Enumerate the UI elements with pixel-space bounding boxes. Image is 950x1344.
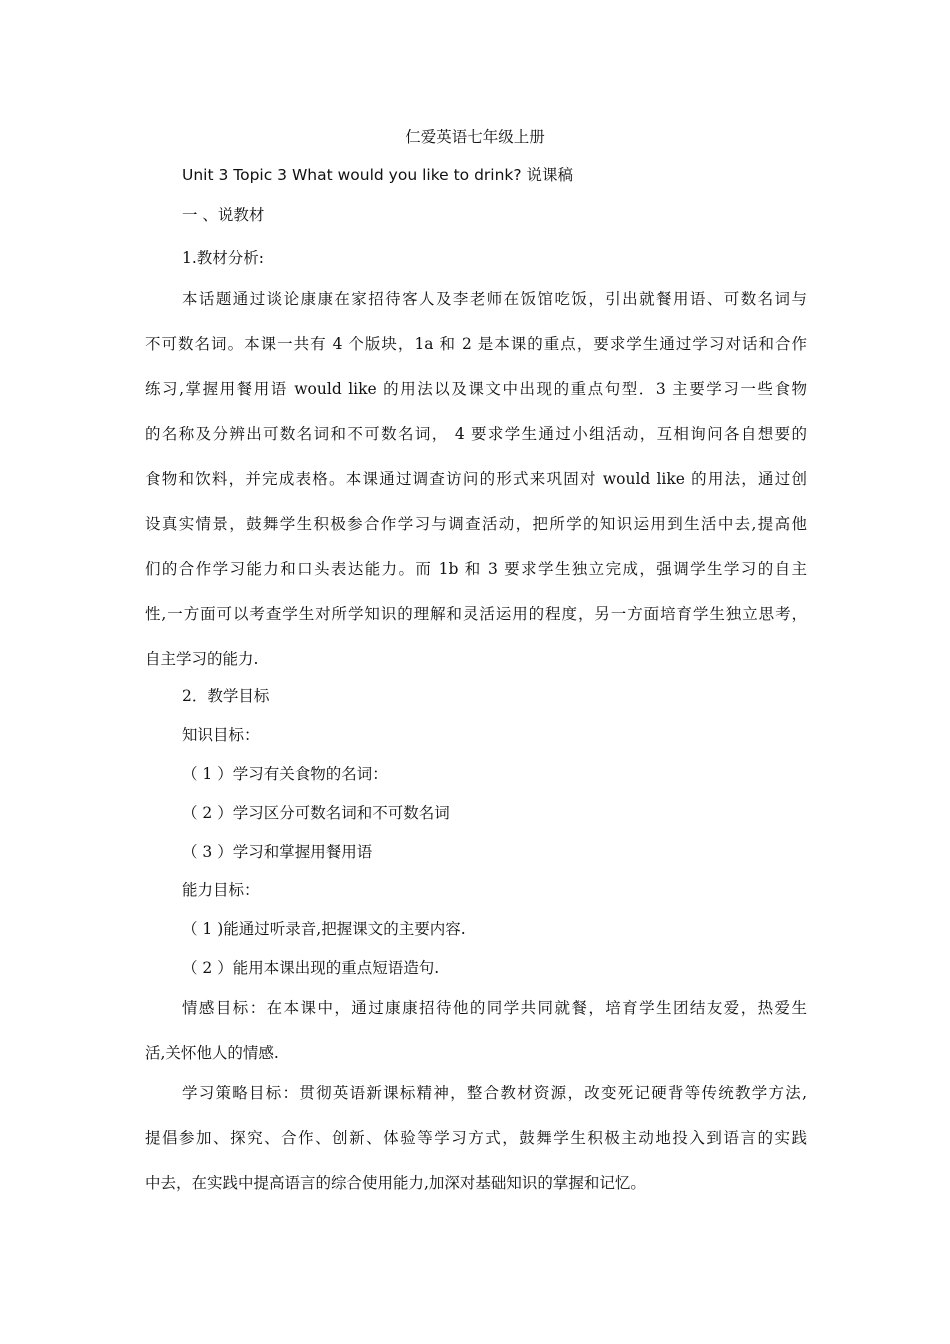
section-heading: 一 、说教材 <box>182 206 265 224</box>
paragraph-line: 活,关怀他人的情感. <box>145 1044 279 1062</box>
paragraph-line: 的名称及分辨出可数名词和不可数名词， 4 要求学生通过小组活动，互相询问各自想要的 <box>145 425 807 443</box>
document-title: 仁爱英语七年级上册 <box>405 128 545 146</box>
paragraph-line: 食物和饮料，并完成表格。本课通过调查访问的形式来巩固对 would like 的用法，通过创 <box>145 470 807 488</box>
paragraph-line: 设真实情景，鼓舞学生积极参合作学习与调查活动，把所学的知识运用到生活中去,提高他 <box>145 515 807 533</box>
list-item: （ 2 ）能用本课出现的重点短语造句. <box>182 959 440 977</box>
ability-heading: 能力目标： <box>182 881 260 899</box>
list-item: （ 1 )能通过听录音,把握课文的主要内容. <box>182 920 466 938</box>
paragraph-line: 性,一方面可以考查学生对所学知识的理解和灵活运用的程度，另一方面培育学生独立思考， <box>145 605 807 623</box>
subsection-heading: 1.教材分析: <box>182 249 265 267</box>
knowledge-heading: 知识目标： <box>182 726 260 744</box>
paragraph-line: 情感目标：在本课中，通过康康招待他的同学共同就餐，培育学生团结友爱，热爱生 <box>182 999 807 1017</box>
paragraph-line: 自主学习的能力. <box>145 650 259 668</box>
subsection-heading: 2．教学目标 <box>182 687 270 705</box>
list-item: （ 1 ）学习有关食物的名词： <box>182 765 388 783</box>
paragraph-line: 学习策略目标：贯彻英语新课标精神，整合教材资源，改变死记硬背等传统教学方法, <box>182 1084 807 1102</box>
list-item: （ 2 ）学习区分可数名词和不可数名词 <box>182 804 450 822</box>
lesson-subtitle: Unit 3 Topic 3 What would you like to drink? 说课稿 <box>182 166 574 184</box>
paragraph-line: 练习,掌握用餐用语 would like 的用法以及课文中出现的重点句型．3 主要学习一些食物 <box>145 380 807 398</box>
paragraph-line: 中去，在实践中提高语言的综合使用能力,加深对基础知识的掌握和记忆。 <box>145 1174 646 1192</box>
paragraph-line: 不可数名词。本课一共有 4 个版块，1a 和 2 是本课的重点，要求学生通过学习对话和合作 <box>145 335 807 353</box>
paragraph-line: 们的合作学习能力和口头表达能力。而 1b 和 3 要求学生独立完成，强调学生学习的自主 <box>145 560 807 578</box>
list-item: （ 3 ）学习和掌握用餐用语 <box>182 843 373 861</box>
paragraph-line: 本话题通过谈论康康在家招待客人及李老师在饭馆吃饭，引出就餐用语、可数名词与 <box>182 290 807 308</box>
paragraph-line: 提倡参加、探究、合作、创新、体验等学习方式，鼓舞学生积极主动地投入到语言的实践 <box>145 1129 807 1147</box>
